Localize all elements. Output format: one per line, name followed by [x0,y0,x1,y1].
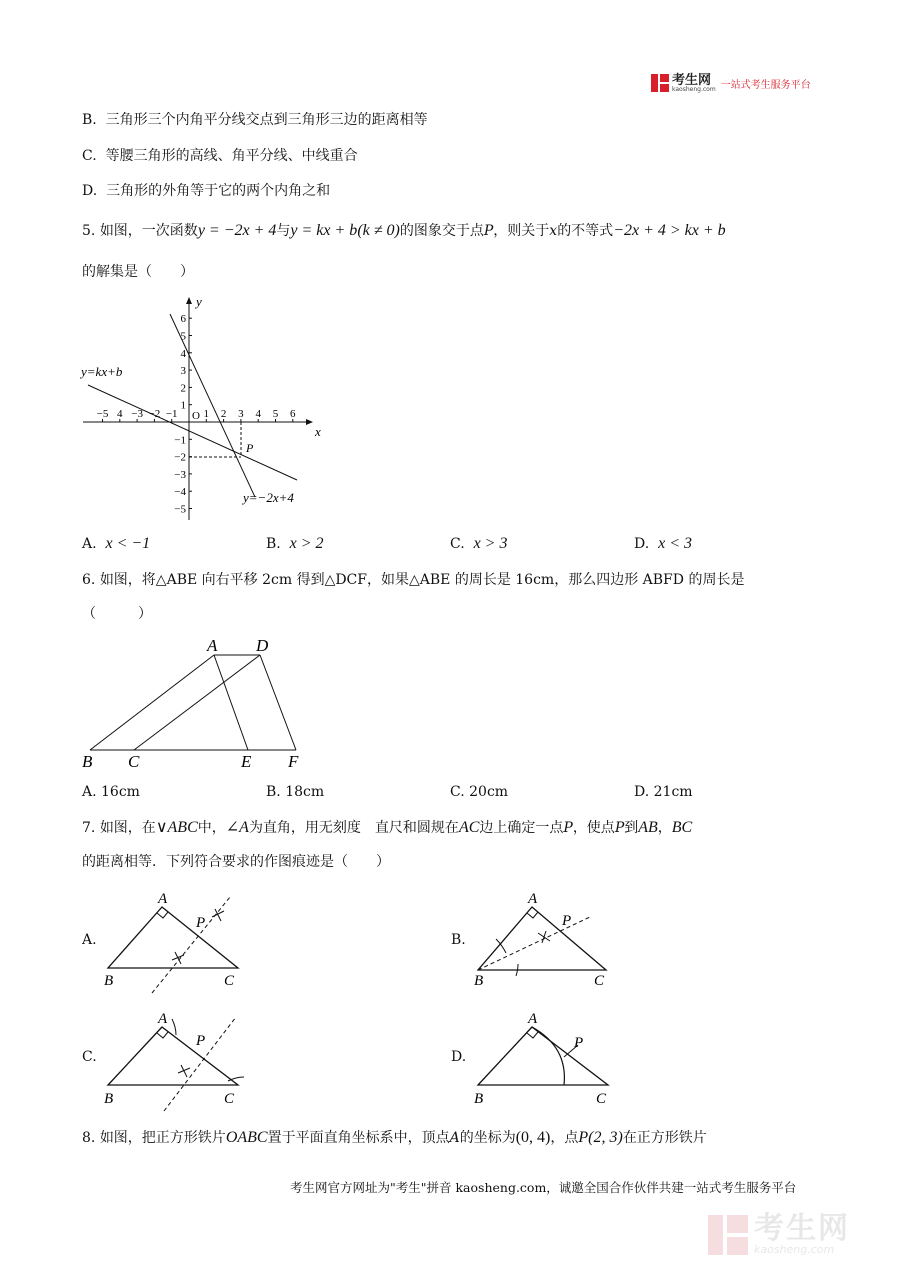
logo-slogan: 一站式考生服务平台 [720,79,811,91]
x-tick-label: −1 [165,408,178,420]
label-c: C [594,973,605,989]
y-tick-label: 3 [180,365,186,378]
y-tick-label: −1 [174,434,186,447]
origin-label: O [192,410,200,422]
segment-df [260,655,296,750]
logo-icon [651,74,669,92]
y-tick-label: 6 [180,313,186,326]
label-b: B [474,1091,484,1107]
q7-stem: 7. 如图，在∨ABC中，∠A为直角，用无刻度 直尺和圆规在AC边上确定一点P，使点P到AB，BC [82,819,693,836]
q6-choice-d[interactable]: D. 21cm [634,784,693,800]
logo-name: 考生网 [672,72,712,88]
q6-paren: （ ） [82,606,152,622]
label-p: P [562,913,572,929]
q7-figure-a [100,885,260,995]
label-c: C [596,1091,607,1107]
x-tick-label: 2 [220,408,227,420]
label-a: A [158,891,168,907]
y-tick-label: 2 [180,382,186,395]
footer-text: 考生网官方网址为"考生"拼音 kaosheng.com，诚邀全国合作伙伴共建一站式考生服务平台 [290,1180,797,1195]
q6-choice-b[interactable]: B. 18cm [266,784,325,800]
q4-option-c: C. 等腰三角形的高线、角平分线、中线重合 [82,148,358,164]
y-tick-label: 1 [180,399,186,412]
label-p: P [196,1033,206,1049]
q5-stem: 5. 如图，一次函数y = −2x + 4与y = kx + b(k ≠ 0)的图象交于点P，则关于x的不等式−2x + 4 > kx + b [82,222,726,239]
q5-graph [75,292,335,527]
q4-option-b: B. 三角形三个内角平分线交点到三角形三边的距离相等 [82,112,428,128]
x-tick-label: 6 [290,408,296,420]
q6-figure [78,635,318,770]
x-tick-label: −5 [96,408,109,420]
arc-mark-a [172,1019,176,1035]
right-angle-mark [527,912,538,918]
q4-option-d: D. 三角形的外角等于它的两个内角之和 [82,183,331,199]
arc-mark-upper [212,909,224,921]
y-tick-label: 5 [180,330,186,343]
label-p: P [574,1035,584,1051]
logo-domain: kaosheng.com [672,85,716,93]
arc-mark-intersection [178,1065,190,1077]
q7-fig-d-option[interactable]: D. [451,1049,467,1065]
y-axis-label: y [196,294,202,309]
x-tick-label: 4 [117,408,123,420]
right-angle-mark [157,912,168,918]
line2-label: y=−2x+4 [243,490,294,505]
label-b: B [104,973,114,989]
label-p: P [196,915,206,931]
y-tick-label: −2 [174,451,186,464]
x-tick-label: 4 [255,408,261,420]
q7-fig-a-option[interactable]: A. [82,932,97,948]
q7-figure-d [468,1005,628,1115]
label-c: C [224,973,235,989]
label-c: C [128,752,140,770]
y-tick-label: −4 [174,486,186,499]
q6-choice-a[interactable]: A. 16cm [82,784,140,800]
q5-stem-line2: 的解集是（ ） [82,264,194,280]
q7-fig-b-option[interactable]: B. [451,932,466,948]
line1-label: y=kx+b [81,364,123,379]
q8-stem: 8. 如图，把正方形铁片OABC置于平面直角坐标系中，顶点A的坐标为(0, 4)，点P(2, 3)在正方形铁片 [82,1129,707,1146]
q5-choice-c[interactable]: C. x > 3 [450,535,508,552]
label-f: F [288,752,299,770]
right-angle-mark [157,1032,168,1038]
x-tick-label: 5 [272,408,279,420]
q6-choice-c[interactable]: C. 20cm [450,784,509,800]
x-tick-label: 3 [238,408,244,420]
q7-figure-c [100,1005,260,1115]
y-tick-label: −5 [174,503,186,516]
q5-choice-b[interactable]: B. x > 2 [266,535,324,552]
x-axis-label: x [315,424,321,439]
watermark-logo-icon [708,1215,748,1255]
line-y-kx-plus-b [88,385,297,480]
segment-dc [134,655,260,750]
triangle-abc [478,1027,608,1085]
right-angle-mark [527,1032,538,1038]
label-a: A [207,636,218,655]
watermark-name: 考生网 [754,1211,850,1246]
label-c: C [224,1091,235,1107]
y-axis-arrow [186,297,192,304]
q7-stem-line2: 的距离相等．下列符合要求的作图痕迹是（ ） [82,854,390,870]
x-tick-label: −2 [148,408,161,420]
triangle-abc [108,1027,238,1085]
label-a: A [158,1011,168,1027]
q7-fig-c-option[interactable]: C. [82,1049,97,1065]
x-tick-label: 1 [203,408,210,420]
arc-mark-lower [172,952,184,964]
watermark [708,1211,850,1256]
segment-ab [90,655,214,750]
q5-choice-a[interactable]: A. x < −1 [82,535,151,552]
label-d: D [256,636,269,655]
point-p-label: P [246,441,254,455]
y-tick-label: −3 [174,468,186,481]
label-a: A [528,891,538,907]
segment-ae [214,655,248,750]
label-b: B [104,1091,114,1107]
q5-choice-d[interactable]: D. x < 3 [634,535,692,552]
label-e: E [241,752,252,770]
dashed-bisector [478,917,590,970]
x-tick-label: −3 [131,408,143,420]
label-b: B [474,973,484,989]
y-tick-label: 4 [180,347,186,360]
dashed-bisector [152,897,230,993]
x-axis-arrow [306,419,313,425]
arc-mark-ab [496,939,506,953]
header-logo [651,72,811,94]
watermark-domain: kaosheng.com [754,1243,835,1256]
arc-from-a [532,1027,564,1085]
q6-stem: 6. 如图，将△ABE 向右平移 2cm 得到△DCF，如果△ABE 的周长是 16cm，那么四边形 ABFD 的周长是 [82,572,745,588]
label-b: B [82,752,93,770]
label-a: A [528,1011,538,1027]
q7-figure-b [468,885,628,995]
